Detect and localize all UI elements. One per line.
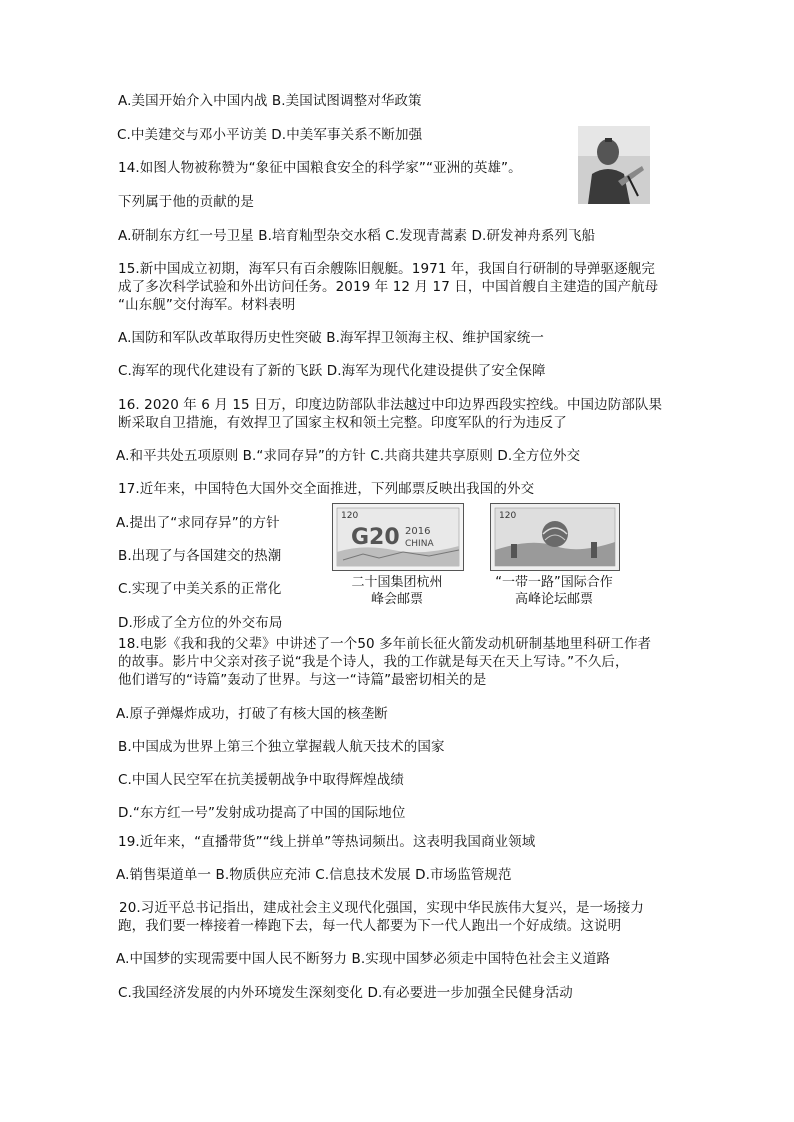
g20-stamp-image <box>332 503 464 571</box>
q15-stem-line3: “山东舰”交付海军。材料表明 <box>118 297 296 313</box>
g20-stamp-caption-line2: 峰会邮票 <box>370 592 423 607</box>
q17-option-b: B.出现了与各国建交的热潮 <box>118 548 282 564</box>
q16-stem-line2: 断采取自卫措施，有效捍卫了国家主权和领土完整。印度军队的行为违反了 <box>118 415 567 431</box>
q18-stem-line1: 18.电影《我和我的父辈》中讲述了一个50 多年前长征火箭发动机研制基地里科研工作者 <box>118 636 652 652</box>
q20-options-line2: C.我国经济发展的内外环境发生深刻变化 D.有必要进一步加强全民健身活动 <box>118 985 573 1001</box>
q14-options: A.研制东方红一号卫星 B.培育籼型杂交水稻 C.发现青蒿素 D.研发神舟系列飞船 <box>118 228 596 244</box>
g20-stamp-logo: G20 <box>351 525 400 550</box>
q19-stem: 19.近年来，“直播带货”“线上拼单”等热词频出。这表明我国商业领域 <box>118 834 536 850</box>
belt-road-stamp-value: 120 <box>499 511 517 521</box>
q17-option-c: C.实现了中美关系的正常化 <box>118 581 282 597</box>
q15-stem-line1: 15.新中国成立初期，海军只有百余艘陈旧舰艇。1971 年，我国自行研制的导弹驱逐舰完 <box>118 261 655 277</box>
belt-road-stamp-image <box>490 503 620 571</box>
q18-stem-line2: 的故事。影片中父亲对孩子说“我是个诗人，我的工作就是每天在天上写诗。”不久后， <box>118 654 629 670</box>
g20-stamp-value: 120 <box>341 511 359 521</box>
q16-stem-line1: 16. 2020 年 6 月 15 日万，印度边防部队非法越过中印边界西段实控线。中国边防部队果 <box>118 397 663 413</box>
q15-stem-line2: 成了多次科学试验和外出访问任务。2019 年 12 月 17 日，中国首艘自主建造的国产航母 <box>118 279 659 295</box>
q20-stem-line1: 20.习近平总书记指出，建成社会主义现代化强国，实现中华民族伟大复兴，是一场接力 <box>119 900 644 916</box>
q18-option-b: B.中国成为世界上第三个独立掌握载人航天技术的国家 <box>118 739 445 755</box>
q18-option-a: A.原子弹爆炸成功，打破了有核大国的核垄断 <box>116 706 388 722</box>
q13-options-line2: C.中美建交与邓小平访美 D.中美军事关系不断加强 <box>117 127 423 143</box>
q17-option-a: A.提出了“求同存异”的方针 <box>116 515 280 531</box>
q20-options-line1: A.中国梦的实现需要中国人民不断努力 B.实现中国梦必须走中国特色社会主义道路 <box>116 951 611 967</box>
q15-options-line2: C.海军的现代化建设有了新的飞跃 D.海军为现代化建设提供了安全保障 <box>118 363 546 379</box>
q14-stem-line1: 14.如图人物被称赞为“象征中国粮食安全的科学家”“亚洲的英雄”。 <box>118 160 522 176</box>
q16-options: A.和平共处五项原则 B.“求同存异”的方针 C.共商共建共享原则 D.全方位外交 <box>116 448 581 464</box>
q19-options: A.销售渠道单一 B.物质供应充沛 C.信息技术发展 D.市场监管规范 <box>116 867 512 883</box>
q17-option-d: D.形成了全方位的外交布局 <box>118 615 283 631</box>
q18-stem-line3: 他们谱写的“诗篇”轰动了世界。与这一“诗篇”最密切相关的是 <box>118 672 487 688</box>
q18-option-c: C.中国人民空军在抗美援朝战争中取得辉煌战绩 <box>118 772 404 788</box>
belt-road-stamp-caption-line1: “一带一路”国际合作 <box>495 575 613 590</box>
q18-option-d: D.“东方红一号”发射成功提高了中国的国际地位 <box>118 805 406 821</box>
q13-options-line1: A.美国开始介入中国内战 B.美国试图调整对华政策 <box>118 93 422 109</box>
q14-stem-line2: 下列属于他的贡献的是 <box>118 194 254 210</box>
belt-road-stamp-caption-line2: 高峰论坛邮票 <box>514 592 593 607</box>
portrait-photo <box>578 126 650 204</box>
g20-stamp-country: CHINA <box>405 539 434 549</box>
q17-stem: 17.近年来，中国特色大国外交全面推进，下列邮票反映出我国的外交 <box>118 481 535 497</box>
g20-stamp-caption-line1: 二十国集团杭州 <box>351 575 443 590</box>
q15-options-line1: A.国防和军队改革取得历史性突破 B.海军捍卫领海主权、维护国家统一 <box>118 330 545 346</box>
q20-stem-line2: 跑，我们要一棒接着一棒跑下去，每一代人都要为下一代人跑出一个好成绩。这说明 <box>118 918 622 934</box>
g20-stamp-year: 2016 <box>405 526 431 537</box>
